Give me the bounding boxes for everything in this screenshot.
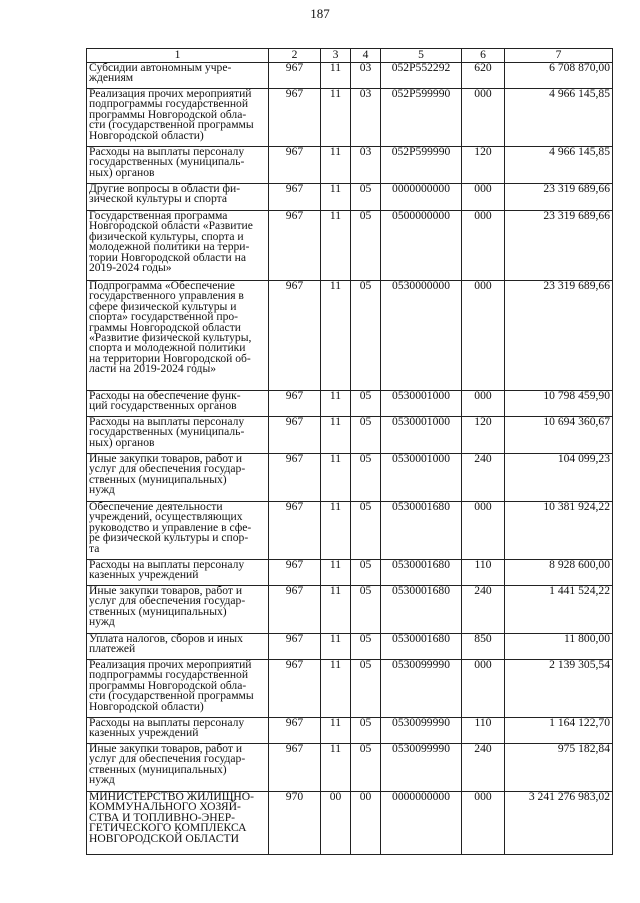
expense-type-cell: 000 xyxy=(462,89,505,147)
row-name-line: подпрограммы государственной xyxy=(89,97,249,111)
ministry-code-cell: 967 xyxy=(269,634,321,660)
row-name-line: молодежной политики на терри- xyxy=(89,240,250,254)
expense-type-cell: 000 xyxy=(462,792,505,855)
section-code-cell: 11 xyxy=(321,560,351,586)
row-name-line: СТВА И ТОПЛИВНО-ЭНЕР- xyxy=(89,810,236,824)
target-article-cell: 0530099990 xyxy=(381,660,462,718)
row-name-line: ственных (муниципальных) xyxy=(89,604,227,618)
table-row xyxy=(87,391,613,417)
row-name-line: ждениям xyxy=(89,71,134,85)
ministry-code-cell: 967 xyxy=(269,89,321,147)
expense-type-cell: 000 xyxy=(462,502,505,560)
col-header-name: 1 xyxy=(87,49,269,63)
amount-cell: 975 182,84 xyxy=(505,744,613,792)
row-name-cell xyxy=(87,184,269,211)
ministry-code-cell: 967 xyxy=(269,718,321,744)
row-name-line: казенных учреждений xyxy=(89,726,199,740)
row-name-line: сфере физической культуры и xyxy=(89,299,237,313)
subsection-code-cell: 03 xyxy=(351,63,381,89)
row-name-line: Иные закупки товаров, работ и xyxy=(89,584,243,597)
ministry-code-cell: 967 xyxy=(269,502,321,560)
row-name-line: нужд xyxy=(89,615,115,629)
row-name-line: физической культуры, спорта и xyxy=(89,229,244,243)
expense-type-cell: 120 xyxy=(462,417,505,454)
subsection-code-cell: 05 xyxy=(351,560,381,586)
row-name-line: услуг для обеспечения государ- xyxy=(89,594,246,608)
section-code-cell: 11 xyxy=(321,502,351,560)
row-name-line: государственного управления в xyxy=(89,289,244,303)
target-article-cell: 0500000000 xyxy=(381,211,462,281)
row-name-line: МИНИСТЕРСТВО ЖИЛИЩНО- xyxy=(89,790,255,803)
target-article-cell: 0530001680 xyxy=(381,560,462,586)
row-name-line: спорта» государственной про- xyxy=(89,310,239,324)
section-code-cell: 11 xyxy=(321,417,351,454)
ministry-code-cell: 967 xyxy=(269,586,321,634)
section-code-cell: 11 xyxy=(321,718,351,744)
row-name-cell xyxy=(87,586,269,634)
row-name-line: ГЕТИЧЕСКОГО КОМПЛЕКСА xyxy=(89,821,247,835)
col-header-expense-type: 6 xyxy=(462,49,505,63)
table-row xyxy=(87,660,613,718)
row-name-cell xyxy=(87,211,269,281)
row-name-cell xyxy=(87,660,269,718)
row-name-line: учреждений, осуществляющих xyxy=(89,510,243,524)
table-row xyxy=(87,147,613,184)
row-name-line: Иные закупки товаров, работ и xyxy=(89,452,243,465)
amount-cell: 23 319 689,66 xyxy=(505,211,613,281)
row-name-line: Другие вопросы в области фи- xyxy=(89,182,241,195)
col-header-amount: 7 xyxy=(505,49,613,63)
table-body xyxy=(87,63,613,855)
table-row xyxy=(87,454,613,502)
ministry-code-cell: 967 xyxy=(269,63,321,89)
row-name-cell xyxy=(87,89,269,147)
expense-type-cell: 000 xyxy=(462,184,505,211)
table-row xyxy=(87,792,613,855)
subsection-code-cell: 05 xyxy=(351,718,381,744)
table-row xyxy=(87,560,613,586)
subsection-code-cell: 00 xyxy=(351,792,381,855)
subsection-code-cell: 05 xyxy=(351,184,381,211)
amount-cell: 23 319 689,66 xyxy=(505,184,613,211)
ministry-code-cell: 967 xyxy=(269,744,321,792)
row-name-line: услуг для обеспечения государ- xyxy=(89,462,246,476)
target-article-cell: 052P552292 xyxy=(381,63,462,89)
row-name-line: услуг для обеспечения государ- xyxy=(89,752,246,766)
section-code-cell: 11 xyxy=(321,634,351,660)
amount-cell: 4 966 145,85 xyxy=(505,147,613,184)
ministry-code-cell: 967 xyxy=(269,417,321,454)
row-name-line: Новгородской области «Развитие xyxy=(89,219,253,233)
subsection-code-cell: 05 xyxy=(351,502,381,560)
table-row xyxy=(87,586,613,634)
section-code-cell: 11 xyxy=(321,184,351,211)
table-row xyxy=(87,184,613,211)
target-article-cell: 0000000000 xyxy=(381,792,462,855)
row-name-line: Новгородской области) xyxy=(89,699,204,713)
page-number: 187 xyxy=(310,6,330,21)
subsection-code-cell: 05 xyxy=(351,281,381,391)
section-code-cell: 11 xyxy=(321,744,351,792)
target-article-cell: 0530001000 xyxy=(381,454,462,502)
table-row xyxy=(87,417,613,454)
amount-cell: 6 708 870,00 xyxy=(505,63,613,89)
section-code-cell: 11 xyxy=(321,454,351,502)
row-name-line: казенных учреждений xyxy=(89,568,199,582)
amount-cell: 10 381 924,22 xyxy=(505,502,613,560)
row-name-line: Иные закупки товаров, работ и xyxy=(89,742,243,755)
expense-type-cell: 000 xyxy=(462,660,505,718)
ministry-code-cell: 970 xyxy=(269,792,321,855)
target-article-cell: 0530001680 xyxy=(381,586,462,634)
row-name-line: Расходы на выплаты персоналу xyxy=(89,415,245,428)
ministry-code-cell: 967 xyxy=(269,211,321,281)
row-name-line: зической культуры и спорта xyxy=(89,192,227,206)
amount-cell: 1 441 524,22 xyxy=(505,586,613,634)
section-code-cell: 00 xyxy=(321,792,351,855)
row-name-line: подпрограммы государственной xyxy=(89,668,249,682)
row-name-line: НОВГОРОДСКОЙ ОБЛАСТИ xyxy=(89,831,239,845)
budget-table xyxy=(86,48,613,855)
subsection-code-cell: 05 xyxy=(351,211,381,281)
row-name-line: сти (государственной программы xyxy=(89,689,254,703)
row-name-line: Расходы на выплаты персоналу xyxy=(89,145,245,158)
amount-cell: 104 099,23 xyxy=(505,454,613,502)
row-name-line: Расходы на выплаты персоналу xyxy=(89,558,245,571)
expense-type-cell: 110 xyxy=(462,560,505,586)
ministry-code-cell: 967 xyxy=(269,660,321,718)
amount-cell: 11 800,00 xyxy=(505,634,613,660)
section-code-cell: 11 xyxy=(321,391,351,417)
section-code-cell: 11 xyxy=(321,63,351,89)
row-name-line: Реализация прочих мероприятий xyxy=(89,87,252,100)
target-article-cell: 0530000000 xyxy=(381,281,462,391)
amount-cell: 1 164 122,70 xyxy=(505,718,613,744)
row-name-line: программы Новгородской обла- xyxy=(89,678,247,692)
row-name-line: граммы Новгородской области xyxy=(89,320,241,334)
table-row xyxy=(87,744,613,792)
row-name-cell xyxy=(87,718,269,744)
row-name-line: КОММУНАЛЬНОГО ХОЗЯЙ- xyxy=(89,800,241,814)
expense-type-cell: 240 xyxy=(462,586,505,634)
row-name-cell xyxy=(87,63,269,89)
row-name-line: тории Новгородской области на xyxy=(89,250,246,264)
subsection-code-cell: 05 xyxy=(351,744,381,792)
table-row xyxy=(87,281,613,391)
target-article-cell: 052P599990 xyxy=(381,89,462,147)
expense-type-cell: 000 xyxy=(462,391,505,417)
target-article-cell: 0530099990 xyxy=(381,718,462,744)
table-row xyxy=(87,502,613,560)
amount-cell: 10 694 360,67 xyxy=(505,417,613,454)
ministry-code-cell: 967 xyxy=(269,281,321,391)
row-name-line: государственных (муниципаль- xyxy=(89,155,245,169)
row-name-line: Государственная программа xyxy=(89,209,228,222)
expense-type-cell: 000 xyxy=(462,281,505,391)
amount-cell: 3 241 276 983,02 xyxy=(505,792,613,855)
subsection-code-cell: 05 xyxy=(351,391,381,417)
row-name-line: Обеспечение деятельности xyxy=(89,500,223,513)
row-name-line: государственных (муниципаль- xyxy=(89,425,245,439)
row-name-cell xyxy=(87,454,269,502)
subsection-code-cell: 03 xyxy=(351,147,381,184)
subsection-code-cell: 05 xyxy=(351,454,381,502)
row-name-line: та xyxy=(89,541,100,555)
ministry-code-cell: 967 xyxy=(269,391,321,417)
table-row xyxy=(87,63,613,89)
expense-type-cell: 110 xyxy=(462,718,505,744)
row-name-cell xyxy=(87,281,269,391)
row-name-line: Расходы на обеспечение функ- xyxy=(89,389,241,402)
amount-cell: 23 319 689,66 xyxy=(505,281,613,391)
table-row xyxy=(87,211,613,281)
row-name-line: Расходы на выплаты персоналу xyxy=(89,716,245,729)
target-article-cell: 0530001680 xyxy=(381,502,462,560)
subsection-code-cell: 03 xyxy=(351,89,381,147)
row-name-line: спорта и молодежной политики xyxy=(89,341,246,355)
row-name-line: Подпрограмма «Обеспечение xyxy=(89,279,235,292)
subsection-code-cell: 05 xyxy=(351,660,381,718)
row-name-cell xyxy=(87,744,269,792)
section-code-cell: 11 xyxy=(321,586,351,634)
row-name-line: ласти на 2019-2024 годы» xyxy=(89,362,217,376)
row-name-line: нужд xyxy=(89,773,115,787)
target-article-cell: 0530001000 xyxy=(381,391,462,417)
row-name-cell xyxy=(87,634,269,660)
col-header-target-article: 5 xyxy=(381,49,462,63)
row-name-line: Уплата налогов, сборов и иных xyxy=(89,632,243,645)
amount-cell: 2 139 305,54 xyxy=(505,660,613,718)
row-name-line: 2019-2024 годы» xyxy=(89,261,172,275)
subsection-code-cell: 05 xyxy=(351,586,381,634)
row-name-line: нужд xyxy=(89,483,115,497)
section-code-cell: 11 xyxy=(321,89,351,147)
target-article-cell: 0530001680 xyxy=(381,634,462,660)
ministry-code-cell: 967 xyxy=(269,454,321,502)
expense-type-cell: 620 xyxy=(462,63,505,89)
row-name-cell xyxy=(87,502,269,560)
row-name-cell xyxy=(87,792,269,855)
amount-cell: 10 798 459,90 xyxy=(505,391,613,417)
subsection-code-cell: 05 xyxy=(351,634,381,660)
col-header-subsection: 4 xyxy=(351,49,381,63)
row-name-line: «Развитие физической культуры, xyxy=(89,331,252,345)
table-row xyxy=(87,718,613,744)
expense-type-cell: 000 xyxy=(462,211,505,281)
row-name-line: ре физической культуры и спор- xyxy=(89,531,249,545)
row-name-line: ственных (муниципальных) xyxy=(89,472,227,486)
ministry-code-cell: 967 xyxy=(269,184,321,211)
row-name-cell xyxy=(87,417,269,454)
row-name-line: ственных (муниципальных) xyxy=(89,762,227,776)
row-name-line: Субсидии автономным учре- xyxy=(89,61,232,74)
row-name-line: на территории Новгородской об- xyxy=(89,351,251,365)
amount-cell: 4 966 145,85 xyxy=(505,89,613,147)
row-name-line: ций государственных органов xyxy=(89,399,237,413)
row-name-line: ных) органов xyxy=(89,435,155,449)
expense-type-cell: 850 xyxy=(462,634,505,660)
row-name-line: Реализация прочих мероприятий xyxy=(89,658,252,671)
row-name-line: руководство и управление в сфе- xyxy=(89,520,252,534)
expense-type-cell: 240 xyxy=(462,744,505,792)
ministry-code-cell: 967 xyxy=(269,560,321,586)
row-name-line: сти (государственной программы xyxy=(89,118,254,132)
target-article-cell: 052P599990 xyxy=(381,147,462,184)
target-article-cell: 0000000000 xyxy=(381,184,462,211)
amount-cell: 8 928 600,00 xyxy=(505,560,613,586)
row-name-line: ных) органов xyxy=(89,165,155,179)
table-row xyxy=(87,89,613,147)
expense-type-cell: 240 xyxy=(462,454,505,502)
table-row xyxy=(87,634,613,660)
expense-type-cell: 120 xyxy=(462,147,505,184)
row-name-cell xyxy=(87,560,269,586)
ministry-code-cell: 967 xyxy=(269,147,321,184)
col-header-section: 3 xyxy=(321,49,351,63)
section-code-cell: 11 xyxy=(321,281,351,391)
row-name-cell xyxy=(87,147,269,184)
col-header-ministry: 2 xyxy=(269,49,321,63)
section-code-cell: 11 xyxy=(321,211,351,281)
row-name-line: платежей xyxy=(89,642,136,656)
section-code-cell: 11 xyxy=(321,147,351,184)
target-article-cell: 0530001000 xyxy=(381,417,462,454)
row-name-line: Новгородской области) xyxy=(89,128,204,142)
row-name-line: программы Новгородской обла- xyxy=(89,107,247,121)
target-article-cell: 0530099990 xyxy=(381,744,462,792)
section-code-cell: 11 xyxy=(321,660,351,718)
row-name-cell xyxy=(87,391,269,417)
subsection-code-cell: 05 xyxy=(351,417,381,454)
